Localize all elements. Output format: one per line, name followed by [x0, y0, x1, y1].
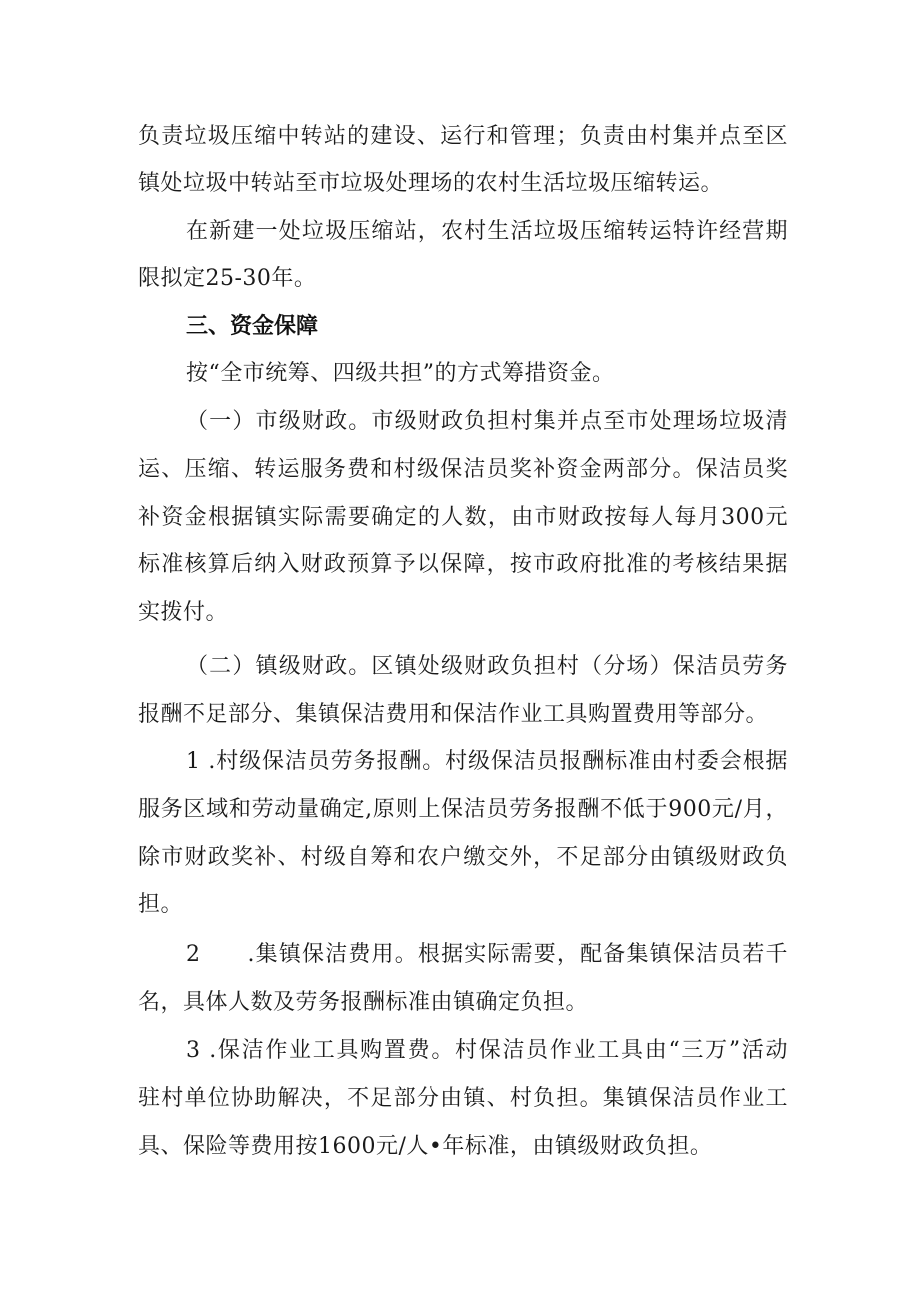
paragraph-8-line-1: 3 .保洁作业工具购置费。村保洁员作业工具由“三万”活动 — [186, 1038, 788, 1063]
paragraph-4-line-3: 补资金根据镇实际需要确定的人数，由市财政按每人每月300元 — [138, 505, 788, 530]
paragraph-3-line-1: 按“全市统筹、四级共担”的方式筹措资金。 — [186, 361, 615, 386]
paragraph-4-line-5: 实拨付。 — [138, 600, 229, 625]
paragraph-1-line-2: 镇处垃圾中转站至市垃圾处理场的农村生活垃圾压缩转运。 — [138, 171, 724, 196]
paragraph-5-line-2: 报酬不足部分、集镇保洁费用和保洁作业工具购置费用等部分。 — [138, 702, 769, 727]
paragraph-5-line-1: （二）镇级财政。区镇处级财政负担村（分场）保洁员劳务 — [186, 654, 788, 679]
paragraph-8-line-2: 驻村单位协助解决，不足部分由镇、村负担。集镇保洁员作业工 — [138, 1086, 788, 1111]
paragraph-6-line-2: 服务区域和劳动量确定,原则上保洁员劳务报酬不低于900元/月， — [138, 797, 788, 822]
paragraph-4-line-2: 运、压缩、转运服务费和村级保洁员奖补资金两部分。保洁员奖 — [138, 457, 788, 482]
paragraph-6-line-3: 除市财政奖补、村级自筹和农户缴交外，不足部分由镇级财政负 — [138, 845, 788, 870]
paragraph-6-line-1: 1 .村级保洁员劳务报酬。村级保洁员报酬标准由村委会根据 — [186, 749, 788, 774]
paragraph-2-line-1: 在新建一处垃圾压缩站，农村生活垃圾压缩转运特许经营期 — [186, 219, 788, 244]
paragraph-4-line-4: 标准核算后纳入财政预算予以保障，按市政府批准的考核结果据 — [138, 552, 788, 577]
section-heading-funding: 三、资金保障 — [186, 314, 319, 339]
paragraph-1-line-1: 负责垃圾压缩中转站的建设、运行和管理；负责由村集并点至区 — [138, 124, 788, 149]
paragraph-7-line-2: 名，具体人数及劳务报酬标准由镇确定负担。 — [138, 990, 589, 1015]
paragraph-7-line-1: 2 .集镇保洁费用。根据实际需要，配备集镇保洁员若千 — [186, 942, 788, 967]
paragraph-4-line-1: （一）市级财政。市级财政负担村集并点至市处理场垃圾清 — [186, 409, 788, 434]
paragraph-6-line-4: 担。 — [138, 892, 184, 917]
paragraph-2-line-2: 限拟定25-30年。 — [138, 266, 317, 291]
paragraph-8-line-3: 具、保险等费用按1600元/人•年标准，由镇级财政负担。 — [138, 1134, 713, 1159]
